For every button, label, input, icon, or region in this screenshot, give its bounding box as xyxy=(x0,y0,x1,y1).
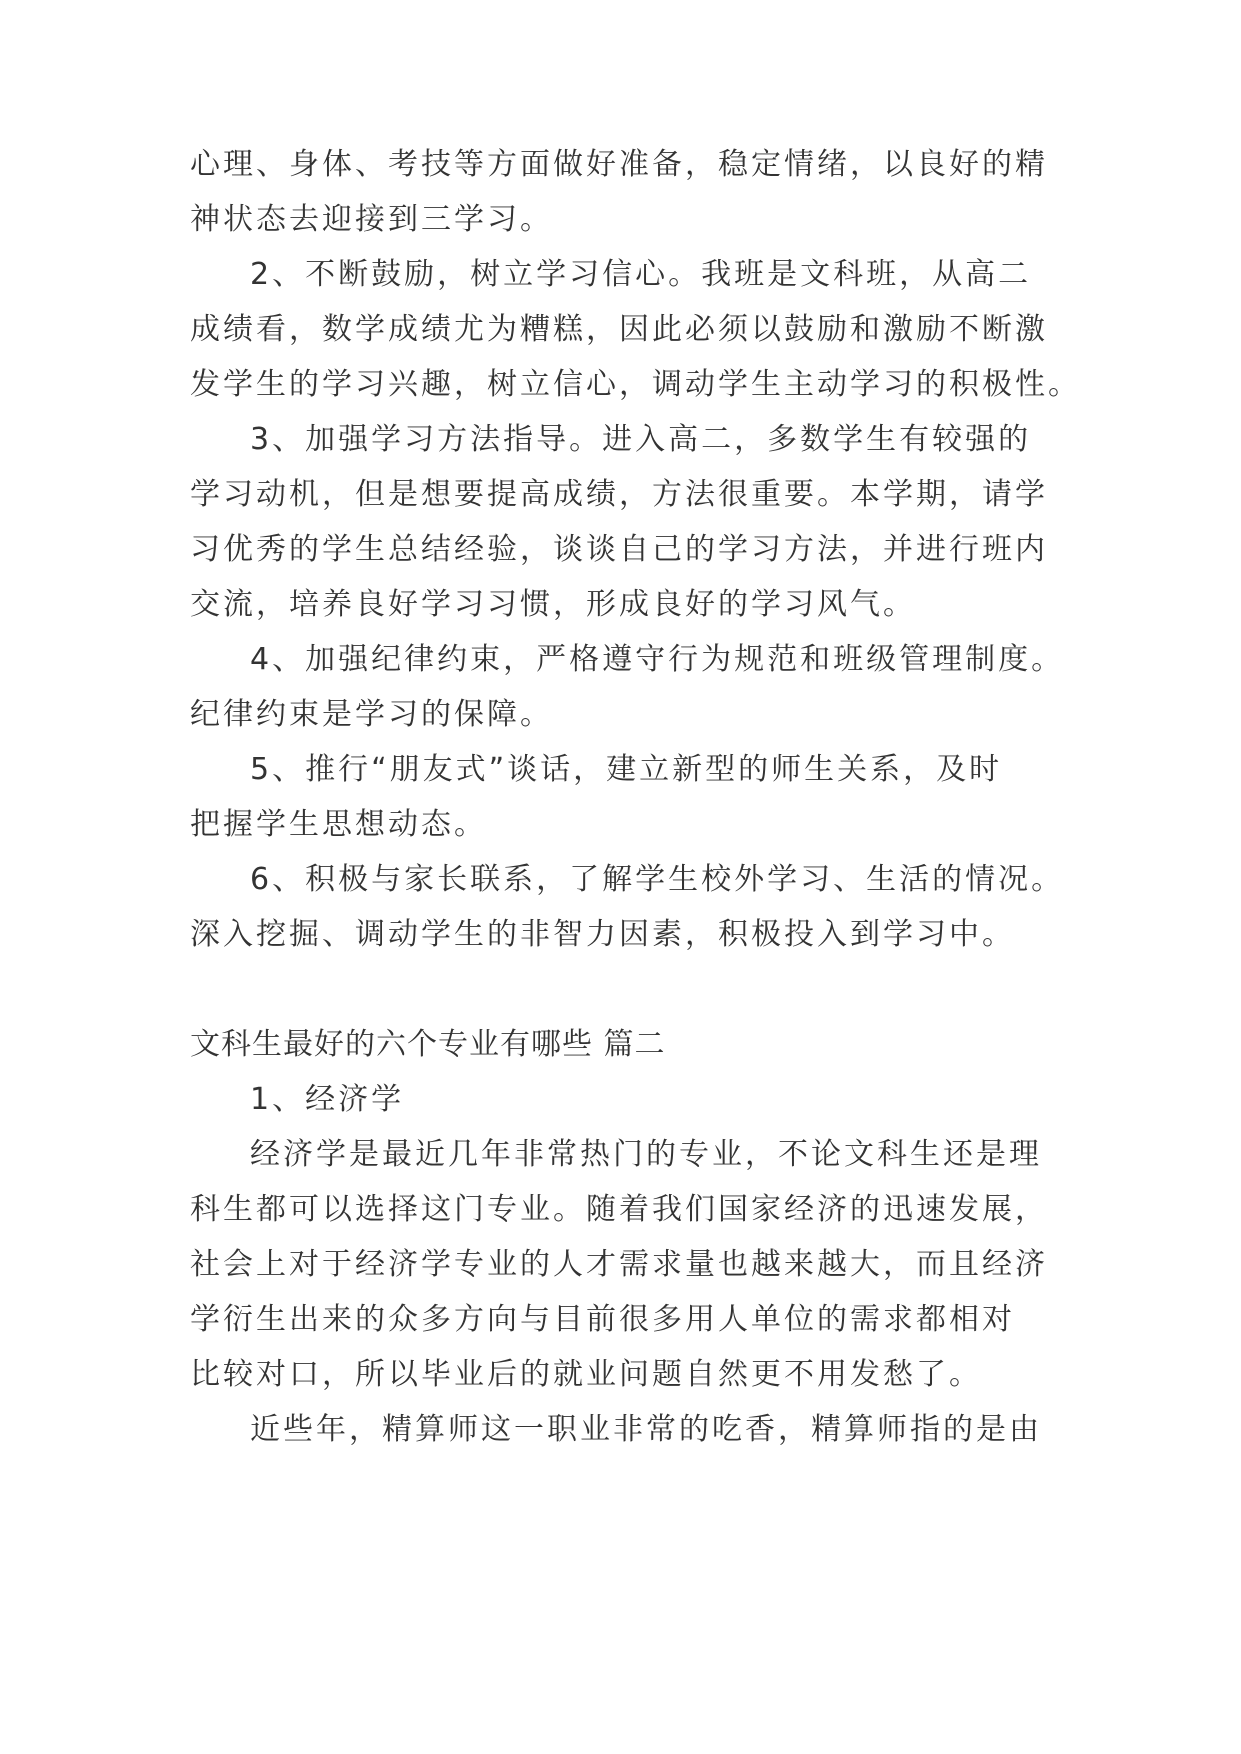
body-line: 学习动机，但是想要提高成绩，方法很重要。本学期，请学 xyxy=(190,477,1048,512)
subsection-heading: 1、经济学 xyxy=(250,1082,405,1117)
body-line: 交流，培养良好学习习惯，形成良好的学习风气。 xyxy=(190,587,916,622)
body-line: 经济学是最近几年非常热门的专业，不论文科生还是理 xyxy=(250,1137,1042,1172)
list-item-4: 4、加强纪律约束，严格遵守行为规范和班级管理制度。 xyxy=(250,642,1065,677)
body-line: 社会上对于经济学专业的人才需求量也越来越大，而且经济 xyxy=(190,1247,1048,1282)
body-line: 深入挖掘、调动学生的非智力因素，积极投入到学习中。 xyxy=(190,917,1015,952)
list-item-3: 3、加强学习方法指导。进入高二，多数学生有较强的 xyxy=(250,422,1032,457)
list-item-5: 5、推行“朋友式”谈话，建立新型的师生关系，及时 xyxy=(250,752,1003,787)
body-line: 心理、身体、考技等方面做好准备，稳定情绪，以良好的精 xyxy=(190,147,1048,182)
body-line: 近些年，精算师这一职业非常的吃香，精算师指的是由 xyxy=(250,1412,1042,1447)
body-line: 神状态去迎接到三学习。 xyxy=(190,202,553,237)
body-line: 成绩看，数学成绩尤为糟糕，因此必须以鼓励和激励不断激 xyxy=(190,312,1048,347)
body-line: 习优秀的学生总结经验，谈谈自己的学习方法，并进行班内 xyxy=(190,532,1048,567)
list-item-2: 2、不断鼓励，树立学习信心。我班是文科班，从高二 xyxy=(250,257,1032,292)
list-item-6: 6、积极与家长联系，了解学生校外学习、生活的情况。 xyxy=(250,862,1065,897)
body-line: 比较对口，所以毕业后的就业问题自然更不用发愁了。 xyxy=(190,1357,982,1392)
body-line: 把握学生思想动态。 xyxy=(190,807,487,842)
section-heading: 文科生最好的六个专业有哪些 篇二 xyxy=(190,1027,666,1062)
body-line: 科生都可以选择这门专业。随着我们国家经济的迅速发展， xyxy=(190,1192,1048,1227)
body-line: 发学生的学习兴趣，树立信心，调动学生主动学习的积极性。 xyxy=(190,367,1081,402)
body-line: 纪律约束是学习的保障。 xyxy=(190,697,553,732)
body-line: 学衍生出来的众多方向与目前很多用人单位的需求都相对 xyxy=(190,1302,1015,1337)
